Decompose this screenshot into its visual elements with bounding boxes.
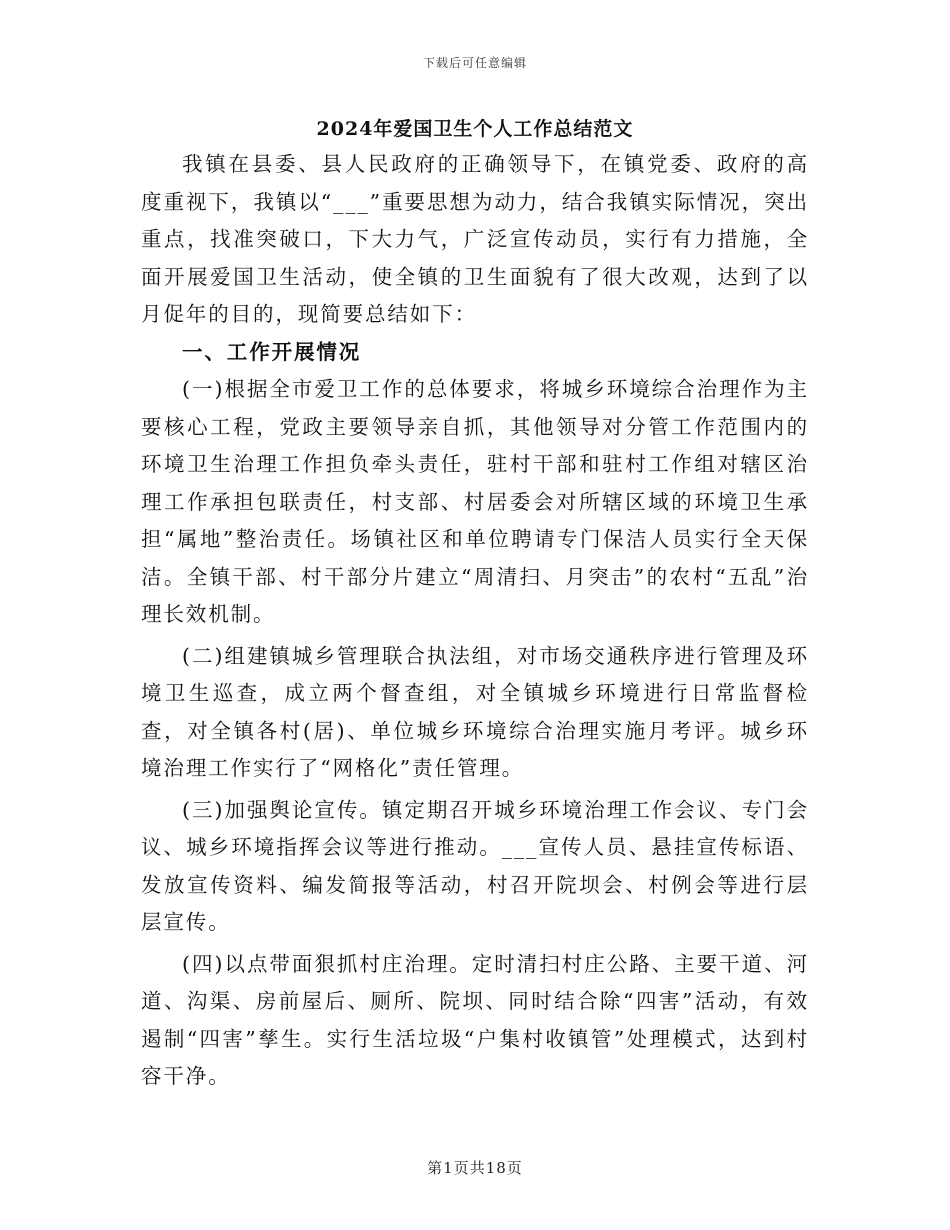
- paragraph-2: (二)组建镇城乡管理联合执法组，对市场交通秩序进行管理及环境卫生巡查，成立两个督查组，对全镇城乡环境进行日常监督检查，对全镇各村(居)、单位城乡环境综合治理实施月考评。城乡环境治理工作实行了“网格化”责任管理。: [141, 643, 809, 780]
- section-heading: 一、工作开展情况: [182, 339, 362, 364]
- page-number: 第1页共18页: [427, 1159, 523, 1177]
- intro-paragraph: 我镇在县委、县人民政府的正确领导下，在镇党委、政府的高度重视下，我镇以“___”重要思想为动力，结合我镇实际情况，突出重点，找准突破口，下大力气，广泛宣传动员，实行有力措施，全面开展爱国卫生活动，使全镇的卫生面貌有了很大改观，达到了以月促年的目的，现简要总结如下：: [141, 152, 809, 326]
- header-note: 下载后可任意编辑: [422, 56, 527, 70]
- paragraph-4: (四)以点带面狠抓村庄治理。定时清扫村庄公路、主要干道、河道、沟渠、房前屋后、厕所、院坝、同时结合除“四害”活动，有效遏制“四害”孳生。实行生活垃圾“户集村收镇管”处理模式，达到村容干净。: [141, 951, 809, 1088]
- paragraph-3: (三)加强舆论宣传。镇定期召开城乡环境治理工作会议、专门会议、城乡环境指挥会议等进行推动。___宣传人员、悬挂宣传标语、发放宣传资料、编发简报等活动，村召开院坝会、村例会等进行层层宣传。: [141, 797, 809, 934]
- paragraph-1: (一)根据全市爱卫工作的总体要求，将城乡环境综合治理作为主要核心工程，党政主要领导亲自抓，其他领导对分管工作范围内的环境卫生治理工作担负牵头责任，驻村干部和驻村工作组对辖区治理工作承担包联责任，村支部、村居委会对所辖区域的环境卫生承担“属地”整治责任。场镇社区和单位聘请专门保洁人员实行全天保洁。全镇干部、村干部分片建立“周清扫、月突击”的农村“五乱”治理长效机制。: [141, 377, 809, 626]
- document-body: [141, 146, 809, 1096]
- document-title: 2024年爱国卫生个人工作总结范文: [316, 118, 634, 140]
